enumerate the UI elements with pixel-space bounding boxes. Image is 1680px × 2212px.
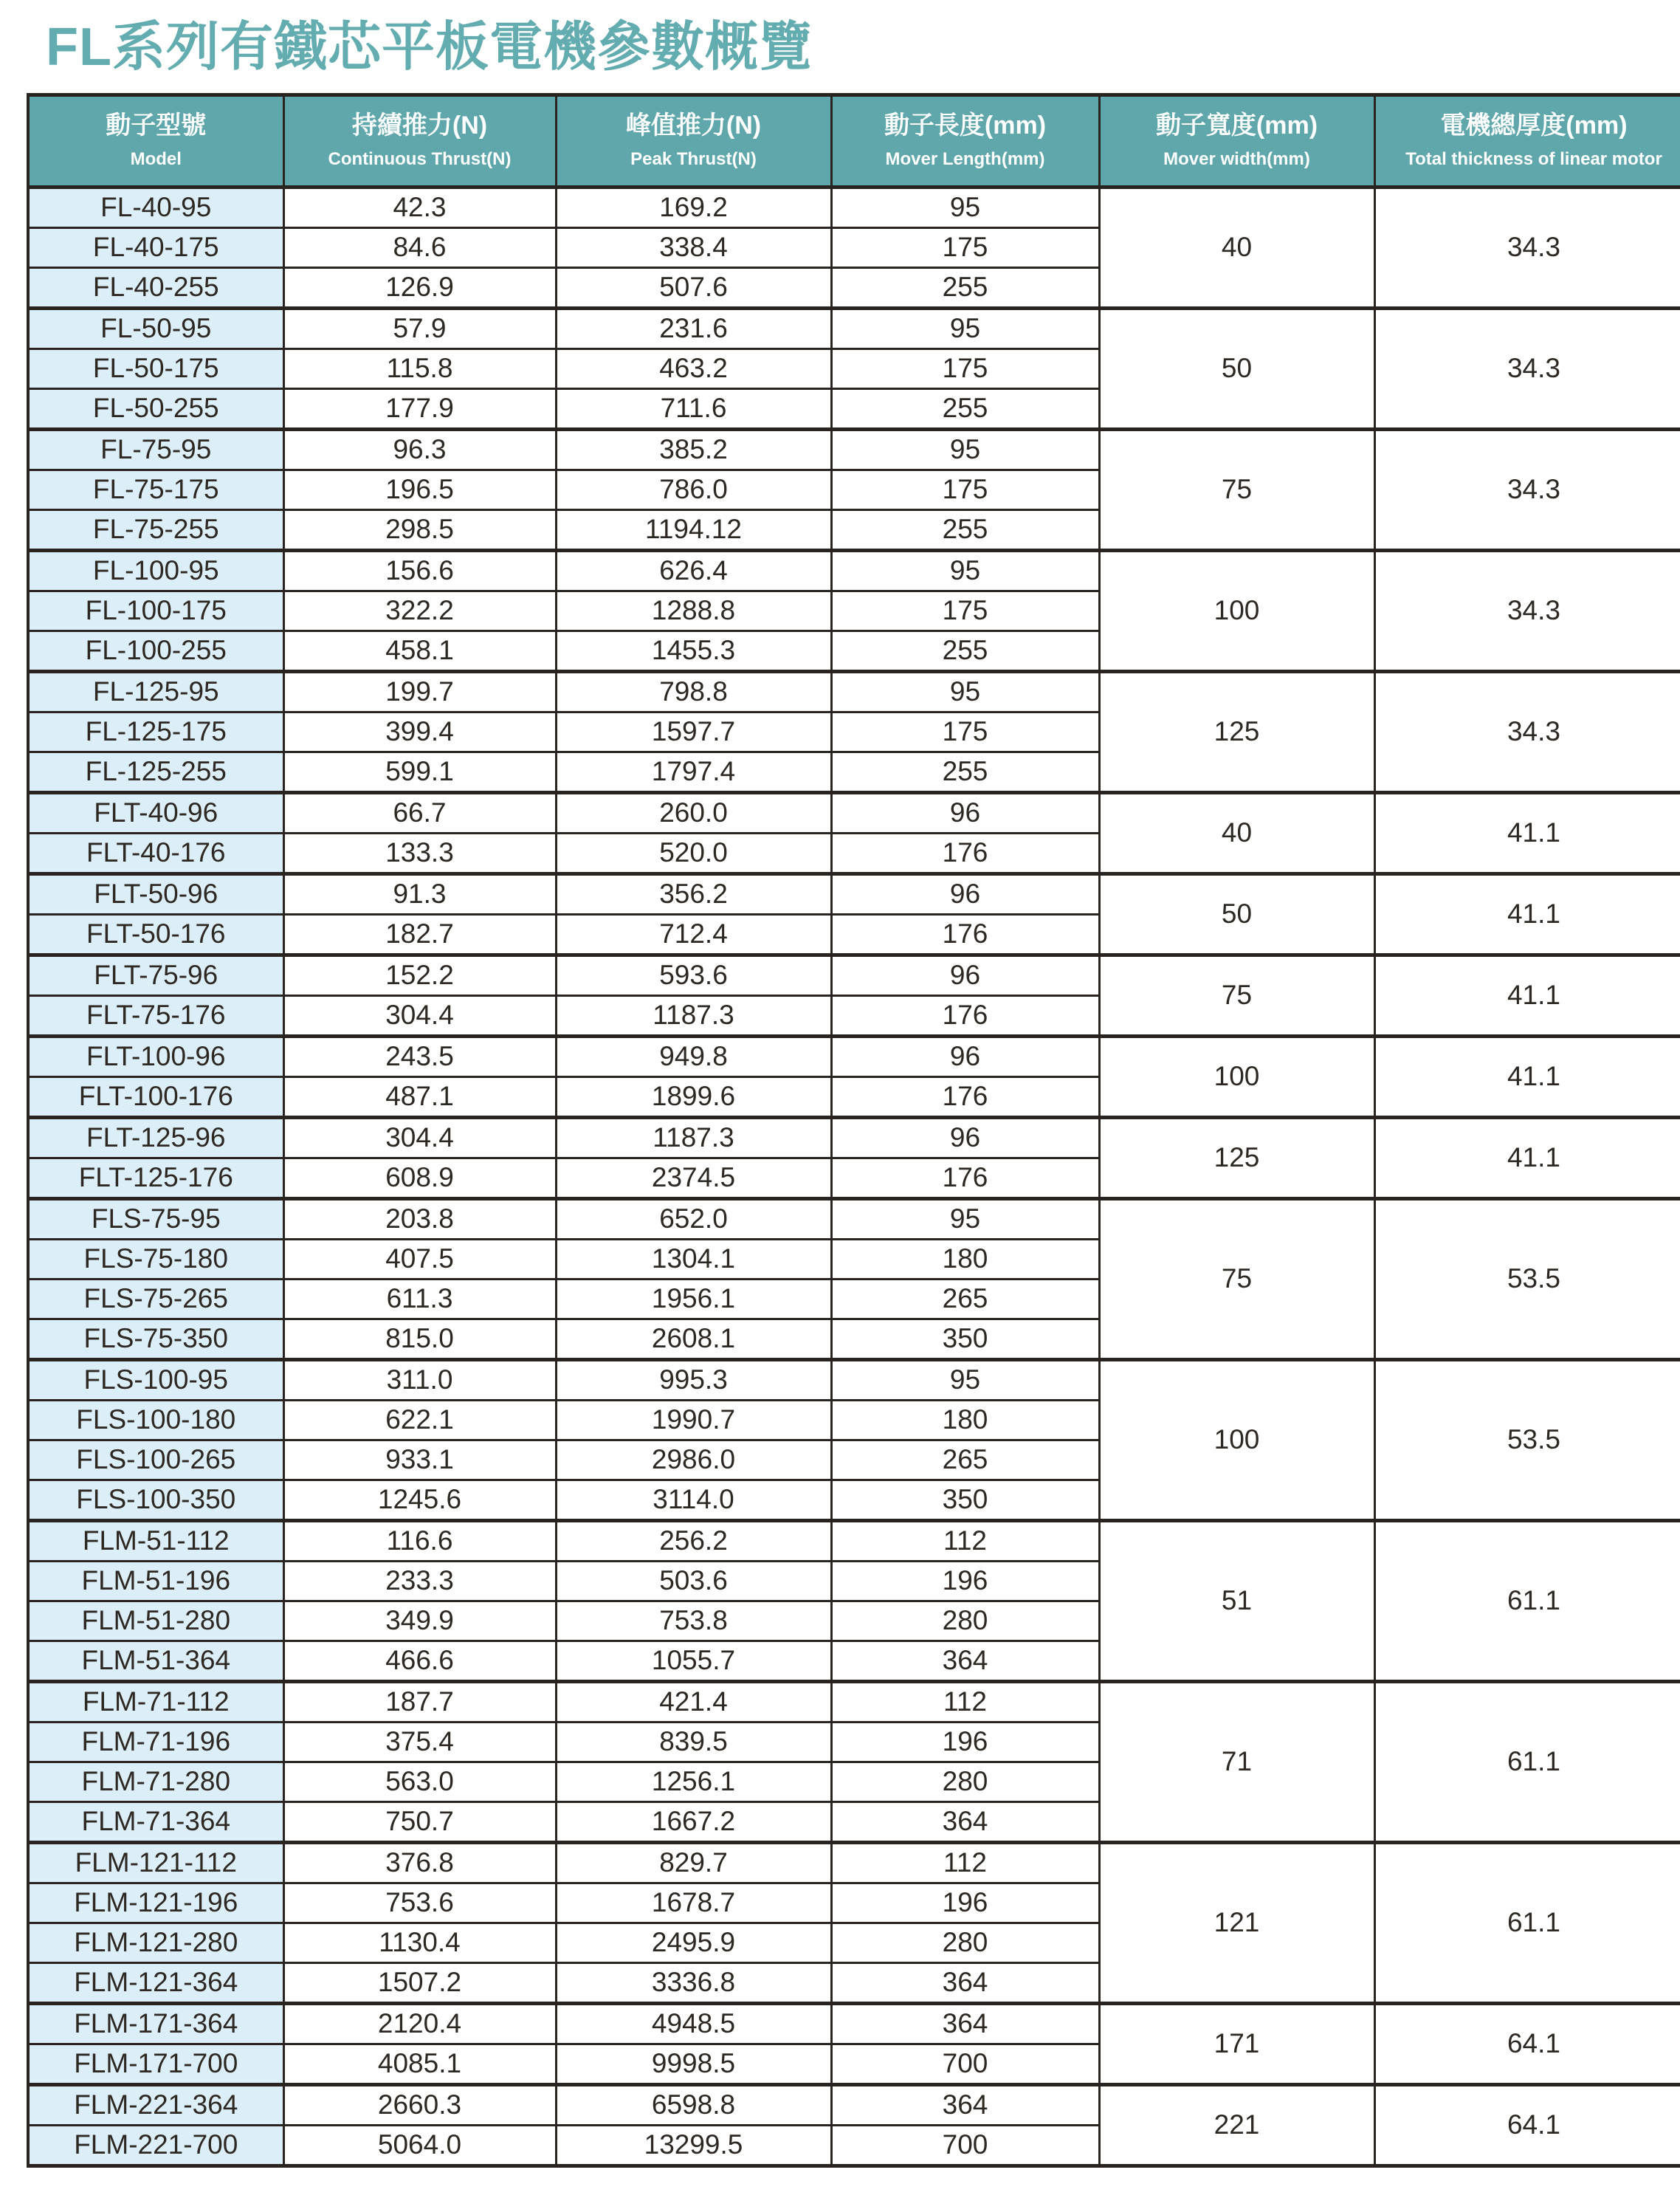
model-cell: FL-75-95 bbox=[28, 429, 283, 470]
total-thickness-cell: 34.3 bbox=[1374, 187, 1680, 308]
table-row bbox=[28, 1681, 1680, 1722]
continuous-thrust-cell: 42.3 bbox=[283, 187, 556, 227]
model-cell: FL-50-255 bbox=[28, 388, 283, 429]
model-cell: FLS-100-180 bbox=[28, 1400, 283, 1440]
model-cell: FL-125-255 bbox=[28, 752, 283, 792]
column-header-mover-width bbox=[1099, 95, 1374, 187]
continuous-thrust-cell: 177.9 bbox=[283, 388, 556, 429]
peak-thrust-cell: 1597.7 bbox=[556, 712, 831, 752]
motor-parameters-table bbox=[27, 93, 1680, 2168]
peak-thrust-cell: 3114.0 bbox=[556, 1480, 831, 1520]
table-row bbox=[28, 187, 1680, 227]
peak-thrust-cell: 503.6 bbox=[556, 1561, 831, 1601]
mover-length-cell: 350 bbox=[831, 1319, 1099, 1359]
mover-length-cell: 255 bbox=[831, 267, 1099, 308]
continuous-thrust-cell: 2660.3 bbox=[283, 2084, 556, 2125]
continuous-thrust-cell: 322.2 bbox=[283, 591, 556, 631]
continuous-thrust-cell: 115.8 bbox=[283, 348, 556, 388]
peak-thrust-cell: 786.0 bbox=[556, 470, 831, 509]
peak-thrust-cell: 3336.8 bbox=[556, 1962, 831, 2003]
mover-width-cell: 121 bbox=[1099, 1842, 1374, 2003]
total-thickness-cell: 34.3 bbox=[1374, 429, 1680, 550]
column-header-continuous-thrust bbox=[283, 95, 556, 187]
header-label-zh: 動子寬度(mm) bbox=[1101, 112, 1374, 140]
column-header-peak-thrust bbox=[556, 95, 831, 187]
model-cell: FL-75-255 bbox=[28, 509, 283, 550]
continuous-thrust-cell: 126.9 bbox=[283, 267, 556, 308]
continuous-thrust-cell: 233.3 bbox=[283, 1561, 556, 1601]
mover-length-cell: 176 bbox=[831, 914, 1099, 955]
mover-length-cell: 255 bbox=[831, 752, 1099, 792]
mover-length-cell: 364 bbox=[831, 1641, 1099, 1681]
peak-thrust-cell: 260.0 bbox=[556, 792, 831, 833]
mover-width-cell: 125 bbox=[1099, 671, 1374, 792]
peak-thrust-cell: 1288.8 bbox=[556, 591, 831, 631]
continuous-thrust-cell: 133.3 bbox=[283, 833, 556, 873]
model-cell: FLM-121-196 bbox=[28, 1883, 283, 1923]
peak-thrust-cell: 520.0 bbox=[556, 833, 831, 873]
table-row bbox=[28, 1842, 1680, 1883]
peak-thrust-cell: 2374.5 bbox=[556, 1158, 831, 1198]
mover-length-cell: 364 bbox=[831, 1962, 1099, 2003]
continuous-thrust-cell: 4085.1 bbox=[283, 2044, 556, 2084]
mover-length-cell: 95 bbox=[831, 429, 1099, 470]
peak-thrust-cell: 256.2 bbox=[556, 1520, 831, 1561]
mover-length-cell: 96 bbox=[831, 1036, 1099, 1076]
continuous-thrust-cell: 466.6 bbox=[283, 1641, 556, 1681]
continuous-thrust-cell: 66.7 bbox=[283, 792, 556, 833]
header-label-en: Model bbox=[30, 150, 283, 169]
continuous-thrust-cell: 1507.2 bbox=[283, 1962, 556, 2003]
model-cell: FLM-51-280 bbox=[28, 1601, 283, 1641]
model-cell: FLS-75-95 bbox=[28, 1198, 283, 1239]
mover-length-cell: 96 bbox=[831, 955, 1099, 995]
continuous-thrust-cell: 608.9 bbox=[283, 1158, 556, 1198]
total-thickness-cell: 53.5 bbox=[1374, 1198, 1680, 1359]
mover-length-cell: 176 bbox=[831, 833, 1099, 873]
mover-length-cell: 280 bbox=[831, 1762, 1099, 1801]
mover-width-cell: 40 bbox=[1099, 792, 1374, 873]
continuous-thrust-cell: 298.5 bbox=[283, 509, 556, 550]
table-row bbox=[28, 550, 1680, 591]
peak-thrust-cell: 13299.5 bbox=[556, 2125, 831, 2165]
table-row bbox=[28, 1198, 1680, 1239]
peak-thrust-cell: 798.8 bbox=[556, 671, 831, 712]
peak-thrust-cell: 6598.8 bbox=[556, 2084, 831, 2125]
continuous-thrust-cell: 753.6 bbox=[283, 1883, 556, 1923]
model-cell: FLM-71-112 bbox=[28, 1681, 283, 1722]
mover-length-cell: 280 bbox=[831, 1923, 1099, 1962]
peak-thrust-cell: 385.2 bbox=[556, 429, 831, 470]
mover-width-cell: 221 bbox=[1099, 2084, 1374, 2165]
header-label-zh: 峰值推力(N) bbox=[557, 112, 830, 140]
header-label-en: Mover Length(mm) bbox=[833, 150, 1098, 169]
continuous-thrust-cell: 116.6 bbox=[283, 1520, 556, 1561]
mover-width-cell: 51 bbox=[1099, 1520, 1374, 1681]
table-row bbox=[28, 1036, 1680, 1076]
model-cell: FLM-121-280 bbox=[28, 1923, 283, 1962]
mover-length-cell: 700 bbox=[831, 2044, 1099, 2084]
continuous-thrust-cell: 84.6 bbox=[283, 227, 556, 267]
header-label-zh: 動子型號 bbox=[30, 112, 283, 140]
model-cell: FLM-51-112 bbox=[28, 1520, 283, 1561]
peak-thrust-cell: 2986.0 bbox=[556, 1440, 831, 1480]
mover-length-cell: 350 bbox=[831, 1480, 1099, 1520]
model-cell: FL-75-175 bbox=[28, 470, 283, 509]
peak-thrust-cell: 1667.2 bbox=[556, 1801, 831, 1842]
peak-thrust-cell: 995.3 bbox=[556, 1359, 831, 1400]
peak-thrust-cell: 2495.9 bbox=[556, 1923, 831, 1962]
total-thickness-cell: 41.1 bbox=[1374, 1117, 1680, 1198]
continuous-thrust-cell: 622.1 bbox=[283, 1400, 556, 1440]
header-label-zh: 持續推力(N) bbox=[285, 112, 555, 140]
model-cell: FLT-40-176 bbox=[28, 833, 283, 873]
continuous-thrust-cell: 304.4 bbox=[283, 995, 556, 1036]
peak-thrust-cell: 356.2 bbox=[556, 873, 831, 914]
model-cell: FLM-71-280 bbox=[28, 1762, 283, 1801]
continuous-thrust-cell: 933.1 bbox=[283, 1440, 556, 1480]
mover-width-cell: 75 bbox=[1099, 1198, 1374, 1359]
mover-width-cell: 75 bbox=[1099, 429, 1374, 550]
model-cell: FLM-71-364 bbox=[28, 1801, 283, 1842]
mover-length-cell: 255 bbox=[831, 631, 1099, 671]
model-cell: FLT-75-96 bbox=[28, 955, 283, 995]
model-cell: FL-40-95 bbox=[28, 187, 283, 227]
total-thickness-cell: 41.1 bbox=[1374, 1036, 1680, 1117]
model-cell: FLM-71-196 bbox=[28, 1722, 283, 1762]
continuous-thrust-cell: 487.1 bbox=[283, 1076, 556, 1117]
continuous-thrust-cell: 375.4 bbox=[283, 1722, 556, 1762]
mover-length-cell: 95 bbox=[831, 1198, 1099, 1239]
mover-length-cell: 265 bbox=[831, 1279, 1099, 1319]
continuous-thrust-cell: 349.9 bbox=[283, 1601, 556, 1641]
header-row bbox=[28, 95, 1680, 187]
peak-thrust-cell: 338.4 bbox=[556, 227, 831, 267]
mover-length-cell: 280 bbox=[831, 1601, 1099, 1641]
mover-length-cell: 176 bbox=[831, 1076, 1099, 1117]
mover-length-cell: 175 bbox=[831, 591, 1099, 631]
header-label-en: Continuous Thrust(N) bbox=[285, 150, 555, 169]
continuous-thrust-cell: 2120.4 bbox=[283, 2003, 556, 2044]
continuous-thrust-cell: 187.7 bbox=[283, 1681, 556, 1722]
table-row bbox=[28, 2003, 1680, 2044]
table-row bbox=[28, 955, 1680, 995]
mover-length-cell: 364 bbox=[831, 2084, 1099, 2125]
continuous-thrust-cell: 1130.4 bbox=[283, 1923, 556, 1962]
mover-width-cell: 50 bbox=[1099, 308, 1374, 429]
mover-length-cell: 180 bbox=[831, 1400, 1099, 1440]
model-cell: FLT-75-176 bbox=[28, 995, 283, 1036]
column-header-model bbox=[28, 95, 283, 187]
model-cell: FLM-171-364 bbox=[28, 2003, 283, 2044]
peak-thrust-cell: 421.4 bbox=[556, 1681, 831, 1722]
continuous-thrust-cell: 203.8 bbox=[283, 1198, 556, 1239]
peak-thrust-cell: 711.6 bbox=[556, 388, 831, 429]
continuous-thrust-cell: 243.5 bbox=[283, 1036, 556, 1076]
mover-length-cell: 95 bbox=[831, 308, 1099, 348]
model-cell: FLS-75-180 bbox=[28, 1239, 283, 1279]
peak-thrust-cell: 231.6 bbox=[556, 308, 831, 348]
continuous-thrust-cell: 152.2 bbox=[283, 955, 556, 995]
continuous-thrust-cell: 458.1 bbox=[283, 631, 556, 671]
mover-width-cell: 100 bbox=[1099, 550, 1374, 671]
model-cell: FLM-51-196 bbox=[28, 1561, 283, 1601]
model-cell: FLT-50-96 bbox=[28, 873, 283, 914]
peak-thrust-cell: 1797.4 bbox=[556, 752, 831, 792]
table-row bbox=[28, 792, 1680, 833]
peak-thrust-cell: 1990.7 bbox=[556, 1400, 831, 1440]
table-row bbox=[28, 429, 1680, 470]
mover-width-cell: 50 bbox=[1099, 873, 1374, 955]
model-cell: FLM-221-364 bbox=[28, 2084, 283, 2125]
total-thickness-cell: 34.3 bbox=[1374, 308, 1680, 429]
mover-length-cell: 112 bbox=[831, 1520, 1099, 1561]
table-row bbox=[28, 2084, 1680, 2125]
model-cell: FL-100-175 bbox=[28, 591, 283, 631]
mover-width-cell: 71 bbox=[1099, 1681, 1374, 1842]
continuous-thrust-cell: 407.5 bbox=[283, 1239, 556, 1279]
continuous-thrust-cell: 5064.0 bbox=[283, 2125, 556, 2165]
model-cell: FL-40-255 bbox=[28, 267, 283, 308]
mover-width-cell: 125 bbox=[1099, 1117, 1374, 1198]
model-cell: FLS-75-265 bbox=[28, 1279, 283, 1319]
mover-length-cell: 96 bbox=[831, 1117, 1099, 1158]
model-cell: FLM-121-364 bbox=[28, 1962, 283, 2003]
peak-thrust-cell: 507.6 bbox=[556, 267, 831, 308]
continuous-thrust-cell: 311.0 bbox=[283, 1359, 556, 1400]
continuous-thrust-cell: 182.7 bbox=[283, 914, 556, 955]
table-row bbox=[28, 308, 1680, 348]
peak-thrust-cell: 1304.1 bbox=[556, 1239, 831, 1279]
mover-length-cell: 176 bbox=[831, 995, 1099, 1036]
peak-thrust-cell: 1055.7 bbox=[556, 1641, 831, 1681]
peak-thrust-cell: 949.8 bbox=[556, 1036, 831, 1076]
parameters-table-wrapper bbox=[27, 93, 1680, 2168]
table-row bbox=[28, 873, 1680, 914]
mover-length-cell: 700 bbox=[831, 2125, 1099, 2165]
peak-thrust-cell: 753.8 bbox=[556, 1601, 831, 1641]
model-cell: FLM-221-700 bbox=[28, 2125, 283, 2165]
peak-thrust-cell: 626.4 bbox=[556, 550, 831, 591]
total-thickness-cell: 34.3 bbox=[1374, 550, 1680, 671]
peak-thrust-cell: 463.2 bbox=[556, 348, 831, 388]
header-label-en: Total thickness of linear motor bbox=[1376, 150, 1680, 169]
peak-thrust-cell: 1899.6 bbox=[556, 1076, 831, 1117]
continuous-thrust-cell: 199.7 bbox=[283, 671, 556, 712]
mover-length-cell: 265 bbox=[831, 1440, 1099, 1480]
mover-width-cell: 75 bbox=[1099, 955, 1374, 1036]
header-label-en: Mover width(mm) bbox=[1101, 150, 1374, 169]
mover-width-cell: 40 bbox=[1099, 187, 1374, 308]
peak-thrust-cell: 9998.5 bbox=[556, 2044, 831, 2084]
model-cell: FL-125-175 bbox=[28, 712, 283, 752]
total-thickness-cell: 64.1 bbox=[1374, 2084, 1680, 2165]
mover-length-cell: 96 bbox=[831, 792, 1099, 833]
continuous-thrust-cell: 611.3 bbox=[283, 1279, 556, 1319]
total-thickness-cell: 64.1 bbox=[1374, 2003, 1680, 2084]
peak-thrust-cell: 169.2 bbox=[556, 187, 831, 227]
total-thickness-cell: 61.1 bbox=[1374, 1520, 1680, 1681]
peak-thrust-cell: 839.5 bbox=[556, 1722, 831, 1762]
continuous-thrust-cell: 304.4 bbox=[283, 1117, 556, 1158]
continuous-thrust-cell: 57.9 bbox=[283, 308, 556, 348]
mover-length-cell: 364 bbox=[831, 2003, 1099, 2044]
table-row bbox=[28, 671, 1680, 712]
model-cell: FL-40-175 bbox=[28, 227, 283, 267]
peak-thrust-cell: 1187.3 bbox=[556, 1117, 831, 1158]
total-thickness-cell: 61.1 bbox=[1374, 1842, 1680, 2003]
mover-length-cell: 180 bbox=[831, 1239, 1099, 1279]
continuous-thrust-cell: 91.3 bbox=[283, 873, 556, 914]
peak-thrust-cell: 652.0 bbox=[556, 1198, 831, 1239]
peak-thrust-cell: 1194.12 bbox=[556, 509, 831, 550]
column-header-total-thickness bbox=[1374, 95, 1680, 187]
model-cell: FLT-125-176 bbox=[28, 1158, 283, 1198]
peak-thrust-cell: 829.7 bbox=[556, 1842, 831, 1883]
mover-length-cell: 95 bbox=[831, 187, 1099, 227]
model-cell: FLM-51-364 bbox=[28, 1641, 283, 1681]
mover-length-cell: 175 bbox=[831, 348, 1099, 388]
table-row bbox=[28, 1359, 1680, 1400]
mover-width-cell: 171 bbox=[1099, 2003, 1374, 2084]
continuous-thrust-cell: 815.0 bbox=[283, 1319, 556, 1359]
mover-length-cell: 255 bbox=[831, 509, 1099, 550]
total-thickness-cell: 41.1 bbox=[1374, 873, 1680, 955]
continuous-thrust-cell: 96.3 bbox=[283, 429, 556, 470]
total-thickness-cell: 34.3 bbox=[1374, 671, 1680, 792]
continuous-thrust-cell: 376.8 bbox=[283, 1842, 556, 1883]
mover-length-cell: 95 bbox=[831, 550, 1099, 591]
peak-thrust-cell: 593.6 bbox=[556, 955, 831, 995]
peak-thrust-cell: 1256.1 bbox=[556, 1762, 831, 1801]
peak-thrust-cell: 1455.3 bbox=[556, 631, 831, 671]
table-row bbox=[28, 1520, 1680, 1561]
table-body bbox=[28, 187, 1680, 2165]
total-thickness-cell: 53.5 bbox=[1374, 1359, 1680, 1520]
continuous-thrust-cell: 750.7 bbox=[283, 1801, 556, 1842]
header-label-zh: 動子長度(mm) bbox=[833, 112, 1098, 140]
mover-length-cell: 112 bbox=[831, 1681, 1099, 1722]
model-cell: FLT-50-176 bbox=[28, 914, 283, 955]
continuous-thrust-cell: 196.5 bbox=[283, 470, 556, 509]
mover-width-cell: 100 bbox=[1099, 1359, 1374, 1520]
peak-thrust-cell: 1187.3 bbox=[556, 995, 831, 1036]
peak-thrust-cell: 4948.5 bbox=[556, 2003, 831, 2044]
mover-length-cell: 196 bbox=[831, 1722, 1099, 1762]
mover-length-cell: 175 bbox=[831, 470, 1099, 509]
model-cell: FLM-171-700 bbox=[28, 2044, 283, 2084]
model-cell: FLS-100-95 bbox=[28, 1359, 283, 1400]
mover-length-cell: 176 bbox=[831, 1158, 1099, 1198]
model-cell: FLT-40-96 bbox=[28, 792, 283, 833]
mover-length-cell: 255 bbox=[831, 388, 1099, 429]
mover-length-cell: 175 bbox=[831, 227, 1099, 267]
continuous-thrust-cell: 399.4 bbox=[283, 712, 556, 752]
total-thickness-cell: 41.1 bbox=[1374, 792, 1680, 873]
continuous-thrust-cell: 1245.6 bbox=[283, 1480, 556, 1520]
total-thickness-cell: 41.1 bbox=[1374, 955, 1680, 1036]
mover-length-cell: 95 bbox=[831, 671, 1099, 712]
model-cell: FLM-121-112 bbox=[28, 1842, 283, 1883]
peak-thrust-cell: 1956.1 bbox=[556, 1279, 831, 1319]
model-cell: FLT-100-96 bbox=[28, 1036, 283, 1076]
header-label-en: Peak Thrust(N) bbox=[557, 150, 830, 169]
mover-width-cell: 100 bbox=[1099, 1036, 1374, 1117]
model-cell: FLT-100-176 bbox=[28, 1076, 283, 1117]
model-cell: FLS-75-350 bbox=[28, 1319, 283, 1359]
model-cell: FL-100-95 bbox=[28, 550, 283, 591]
peak-thrust-cell: 712.4 bbox=[556, 914, 831, 955]
mover-length-cell: 196 bbox=[831, 1883, 1099, 1923]
header-label-zh: 電機總厚度(mm) bbox=[1376, 112, 1680, 140]
mover-length-cell: 175 bbox=[831, 712, 1099, 752]
mover-length-cell: 112 bbox=[831, 1842, 1099, 1883]
page-title: FL系列有鐵芯平板電機參數概覽 bbox=[46, 19, 1680, 77]
mover-length-cell: 95 bbox=[831, 1359, 1099, 1400]
table-header bbox=[28, 95, 1680, 187]
peak-thrust-cell: 2608.1 bbox=[556, 1319, 831, 1359]
total-thickness-cell: 61.1 bbox=[1374, 1681, 1680, 1842]
mover-length-cell: 196 bbox=[831, 1561, 1099, 1601]
model-cell: FLS-100-265 bbox=[28, 1440, 283, 1480]
model-cell: FL-125-95 bbox=[28, 671, 283, 712]
continuous-thrust-cell: 599.1 bbox=[283, 752, 556, 792]
continuous-thrust-cell: 156.6 bbox=[283, 550, 556, 591]
model-cell: FL-100-255 bbox=[28, 631, 283, 671]
mover-length-cell: 96 bbox=[831, 873, 1099, 914]
model-cell: FL-50-175 bbox=[28, 348, 283, 388]
column-header-mover-length bbox=[831, 95, 1099, 187]
model-cell: FL-50-95 bbox=[28, 308, 283, 348]
peak-thrust-cell: 1678.7 bbox=[556, 1883, 831, 1923]
mover-length-cell: 364 bbox=[831, 1801, 1099, 1842]
table-row bbox=[28, 1117, 1680, 1158]
model-cell: FLS-100-350 bbox=[28, 1480, 283, 1520]
continuous-thrust-cell: 563.0 bbox=[283, 1762, 556, 1801]
model-cell: FLT-125-96 bbox=[28, 1117, 283, 1158]
